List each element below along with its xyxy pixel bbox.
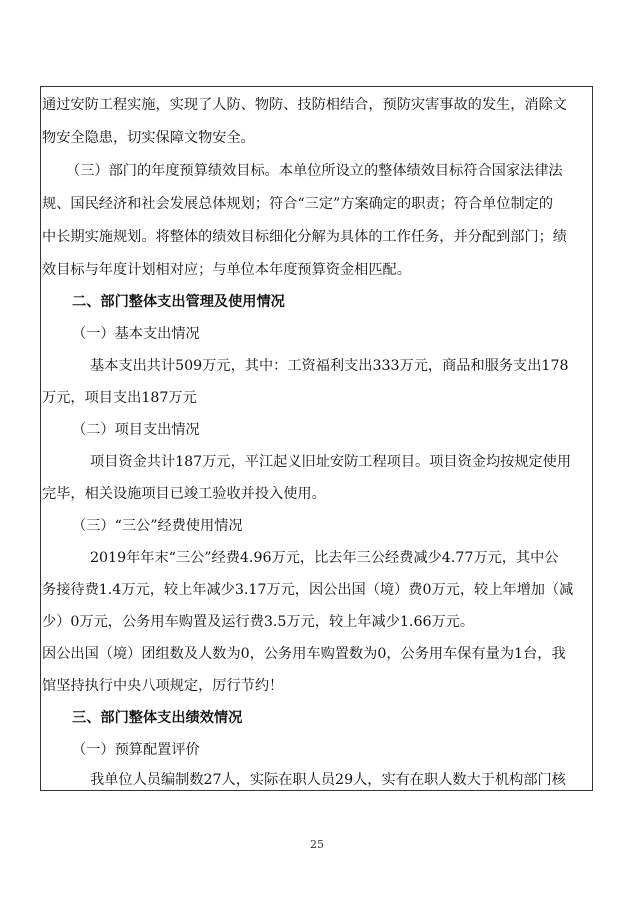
paragraph-line: 通过安防工程实施，实现了人防、物防、技防相结合，预防灾害事故的发生，消除文 bbox=[42, 97, 567, 113]
paragraph-line: 规、国民经济和社会发展总体规划；符合“三定”方案确定的职责；符合单位制定的 bbox=[42, 196, 554, 212]
paragraph-line: 少）0万元，公务用车购置及运行费3.5万元，较上年减少1.66万元。 bbox=[42, 614, 475, 630]
paragraph-line: 我单位人员编制数27人，实际在职人员29人，实有在职人数大于机构部门核 bbox=[90, 772, 566, 788]
paragraph-line: （三）部门的年度预算绩效目标。本单位所设立的整体绩效目标符合国家法律法 bbox=[66, 163, 563, 179]
section-heading: 三、部门整体支出绩效情况 bbox=[72, 710, 243, 726]
paragraph-line: 基本支出共计509万元，其中：工资福利支出333万元，商品和服务支出178 bbox=[90, 358, 569, 374]
subsection-heading: （一）预算配置评价 bbox=[72, 742, 200, 758]
paragraph-line: 物安全隐患，切实保障文物安全。 bbox=[42, 130, 255, 146]
subsection-heading: （二）项目支出情况 bbox=[72, 422, 200, 438]
paragraph-line: 完毕，相关设施项目已竣工验收并投入使用。 bbox=[42, 486, 326, 502]
paragraph-line: 馆坚持执行中央八项规定，厉行节约！ bbox=[42, 678, 284, 694]
paragraph-line: 2019年年末“三公”经费4.96万元，比去年三公经费减少4.77万元，其中公 bbox=[90, 550, 559, 566]
paragraph-line: 项目资金共计187万元，平江起义旧址安防工程项目。项目资金均按规定使用 bbox=[90, 454, 572, 470]
paragraph-line: 务接待费1.4万元，较上年减少3.17万元，因公出国（境）费0万元，较上年增加（减 bbox=[42, 582, 574, 598]
subsection-heading: （三）“三公”经费使用情况 bbox=[72, 518, 243, 534]
subsection-heading: （一）基本支出情况 bbox=[72, 326, 200, 342]
paragraph-line: 万元，项目支出187万元 bbox=[42, 390, 197, 406]
paragraph-line: 因公出国（境）团组数及人数为0，公务用车购置数为0，公务用车保有量为1台，我 bbox=[42, 646, 566, 662]
paragraph-line: 效目标与年度计划相对应；与单位本年度预算资金相匹配。 bbox=[42, 262, 411, 278]
paragraph-line: 中长期实施规划。将整体的绩效目标细化分解为具体的工作任务，并分配到部门；绩 bbox=[42, 229, 567, 245]
section-heading: 二、部门整体支出管理及使用情况 bbox=[72, 294, 285, 310]
page-number: 25 bbox=[310, 838, 324, 851]
